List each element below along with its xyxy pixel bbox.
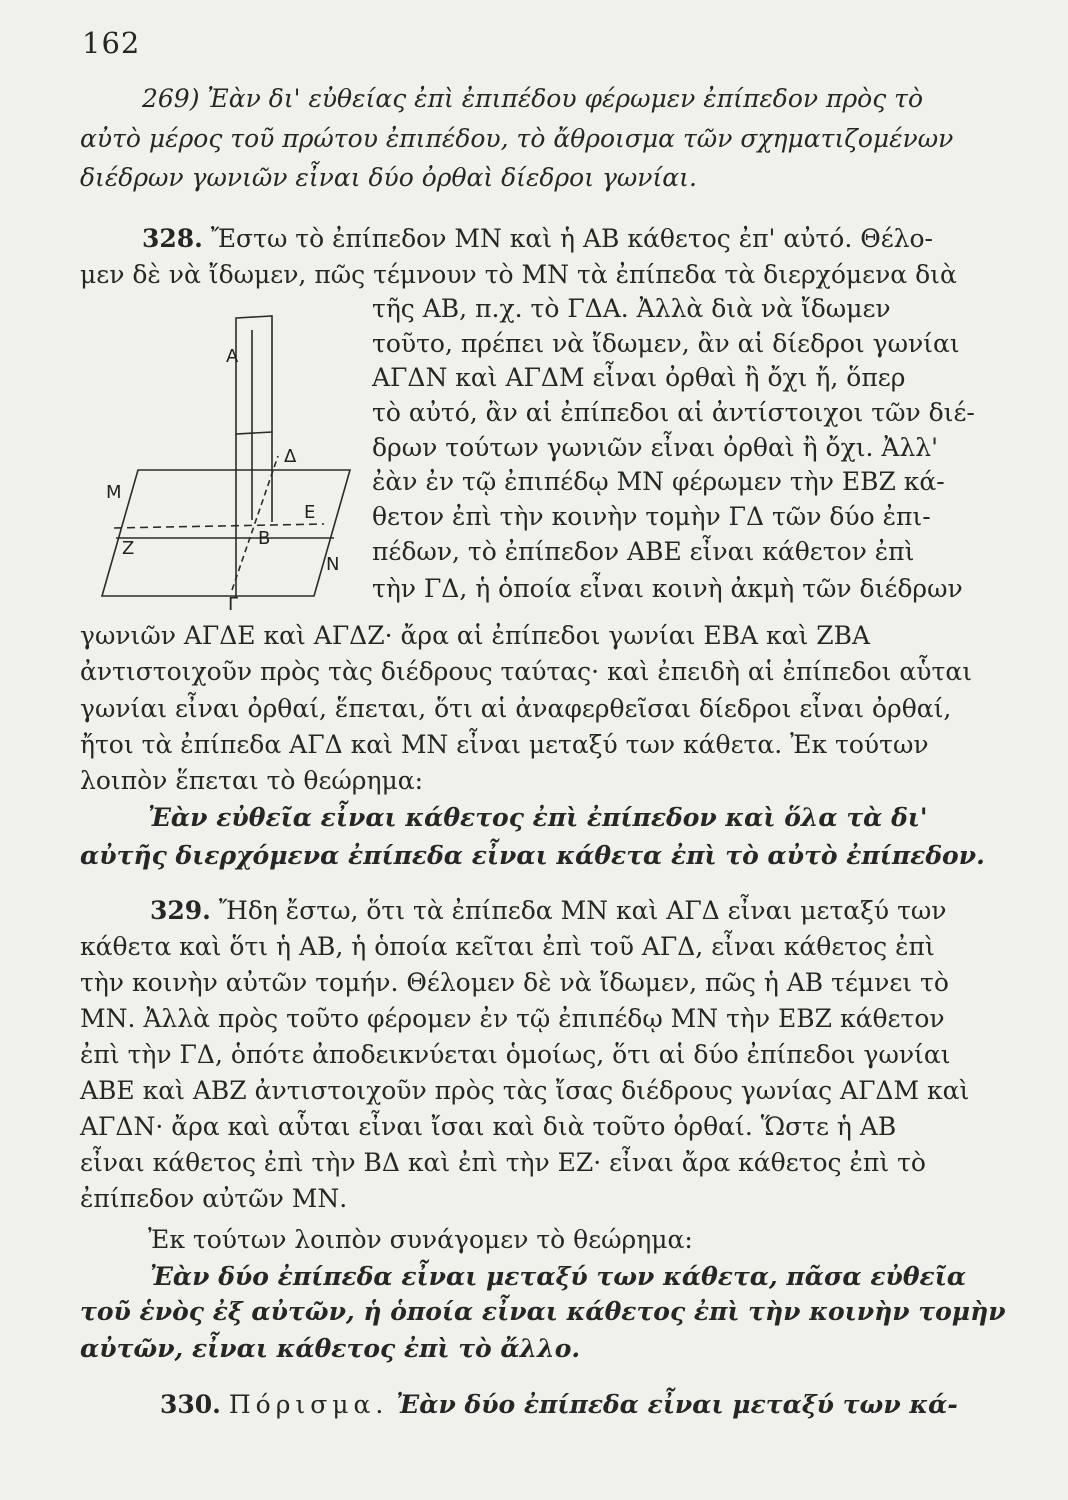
section-328-line-16: λοιπὸν ἕπεται τὸ θεώρημα: <box>80 766 424 795</box>
line-zbe <box>114 524 324 528</box>
section-328-first-line <box>142 224 933 254</box>
geometry-figure <box>92 306 362 616</box>
section-328-line-10: πέδων, τὸ ἐπίπεδον ΑΒΕ εἶναι κάθετον ἐπὶ <box>372 537 915 566</box>
plane-mn <box>102 470 350 596</box>
section-328-line-3: τῆς ΑΒ, π.χ. τὸ ΓΔΑ. Ἀλλὰ διὰ νὰ ἴδωμεν <box>372 294 891 323</box>
section-328-line-4: τοῦτο, πρέπει νὰ ἴδωμεν, ἂν αἱ δίεδροι γωνίαι <box>372 329 960 358</box>
section-329-line-4: ΜΝ. Ἀλλὰ πρὸς τοῦτο φέρομεν ἐν τῷ ἐπιπέδῳ ΜΝ τὴν ΕΒΖ κάθετον <box>80 1004 945 1033</box>
section-328-line-15: ἤτοι τὰ ἐπίπεδα ΑΓΔ καὶ ΜΝ εἶναι μεταξύ των κάθετα. Ἐκ τούτων <box>80 730 929 759</box>
label-d: Δ <box>284 446 297 467</box>
label-m: Μ <box>106 482 122 503</box>
figure-svg <box>92 306 362 616</box>
section-328-line-7: δρων τούτων γωνιῶν εἶναι ὀρθαὶ ἢ ὄχι. Ἀλλ' <box>372 433 939 462</box>
section-330-text: Ἐὰν δύο ἐπίπεδα εἶναι μεταξύ των κά- <box>396 1390 958 1419</box>
page-number: 162 <box>82 26 141 60</box>
section-328-theorem-line-1: Ἐὰν εὐθεῖα εἶναι κάθετος ἐπὶ ἐπίπεδον καὶ ὅλα τὰ δι' <box>148 803 928 832</box>
section-329-line-7: ΑΓΔΝ· ἄρα καὶ αὗται εἶναι ἴσαι καὶ διὰ τοῦτο ὀρθαί. Ὥστε ἡ ΑΒ <box>80 1112 897 1141</box>
label-b: Β <box>258 528 271 549</box>
exercise-line-3: διέδρων γωνιῶν εἶναι δύο ὀρθαὶ δίεδροι γωνίαι. <box>80 163 697 192</box>
section-330-line <box>160 1390 958 1420</box>
section-328-line-11: τὴν ΓΔ, ἡ ὁποία εἶναι κοινὴ ἀκμὴ τῶν διέδρων <box>372 574 963 603</box>
section-329-line-5: ἐπὶ τὴν ΓΔ, ὁπότε ἀποδεικνύεται ὁμοίως, ὅτι αἱ δύο ἐπίπεδοι γωνίαι <box>80 1040 951 1069</box>
label-e: Ε <box>304 502 316 523</box>
section-329-line-1: Ἤδη ἔστω, ὅτι τὰ ἐπίπεδα ΜΝ καὶ ΑΓΔ εἶναι μεταξύ των <box>210 896 947 925</box>
section-328-line-13: ἀντιστοιχοῦν πρὸς τὰς διέδρους ταύτας· καὶ ἐπειδὴ αἱ ἐπίπεδοι αὗται <box>80 657 973 686</box>
section-329-line-2: κάθετα καὶ ὅτι ἡ ΑΒ, ἡ ὁποία κεῖται ἐπὶ τοῦ ΑΓΔ, εἶναι κάθετος ἐπὶ <box>80 932 935 961</box>
section-329-theorem-line-3: αὐτῶν, εἶναι κάθετος ἐπὶ τὸ ἄλλο. <box>80 1334 581 1363</box>
label-z: Ζ <box>122 538 135 559</box>
section-329-line-3: τὴν κοινὴν αὐτῶν τομήν. Θέλομεν δὲ νὰ ἴδωμεν, πῶς ἡ ΑΒ τέμνει τὸ <box>80 968 949 997</box>
section-328-line-6: τὸ αὐτό, ἂν αἱ ἐπίπεδοι αἱ ἀντίστοιχοι τῶν διέ- <box>372 398 975 427</box>
label-g: Γ <box>228 594 239 615</box>
exercise-line-2: αὐτὸ μέρος τοῦ πρώτου ἐπιπέδου, τὸ ἄθροισμα τῶν σχηματιζομένων <box>80 124 954 153</box>
section-328-line-5: ΑΓΔΝ καὶ ΑΓΔΜ εἶναι ὀρθαὶ ἢ ὄχι ἤ, ὅπερ <box>372 363 906 392</box>
section-329-first-line <box>150 896 947 926</box>
section-329-theorem-line-2: τοῦ ἑνὸς ἐξ αὐτῶν, ἡ ὁποία εἶναι κάθετος ἐπὶ τὴν κοινὴν τομὴν <box>80 1297 1006 1326</box>
section-328-line-2: μεν δὲ νὰ ἴδωμεν, πῶς τέμνουν τὸ ΜΝ τὰ ἐπίπεδα τὰ διερχόμενα διὰ <box>80 260 957 289</box>
section-329-line-6: ΑΒΕ καὶ ΑΒΖ ἀντιστοιχοῦν πρὸς τὰς ἴσας διέδρους γωνίας ΑΓΔΜ καὶ <box>80 1076 970 1105</box>
exercise-line-1: 269) Ἐὰν δι' εὐθείας ἐπὶ ἐπιπέδου φέρωμεν ἐπίπεδον πρὸς τὸ <box>142 84 924 113</box>
section-328-line-9: θετον ἐπὶ τὴν κοινὴν τομὴν ΓΔ τῶν δύο ἐπι- <box>372 502 931 531</box>
section-328-line-8: ἐὰν ἐν τῷ ἐπιπέδῳ ΜΝ φέρωμεν τὴν ΕΒΖ κά- <box>372 467 945 496</box>
label-a: Α <box>226 346 239 367</box>
section-329-number: 329. <box>150 896 211 925</box>
section-329-line-9: ἐπίπεδον αὐτῶν ΜΝ. <box>80 1184 348 1213</box>
section-328-number: 328. <box>142 224 203 253</box>
line-gd <box>232 456 278 590</box>
section-328-line-1: Ἔστω τὸ ἐπίπεδον ΜΝ καὶ ἡ ΑΒ κάθετος ἐπ' αὐτό. Θέλο- <box>202 224 934 253</box>
section-329-line-10: Ἐκ τούτων λοιπὸν συνάγομεν τὸ θεώρημα: <box>148 1225 693 1254</box>
section-329-line-8: εἶναι κάθετος ἐπὶ τὴν ΒΔ καὶ ἐπὶ τὴν ΕΖ· εἶναι ἄρα κάθετος ἐπὶ τὸ <box>80 1148 926 1177</box>
label-n: Ν <box>326 554 340 575</box>
section-328-theorem-line-2: αὐτῆς διερχόμενα ἐπίπεδα εἶναι κάθετα ἐπὶ τὸ αὐτὸ ἐπίπεδον. <box>80 841 985 870</box>
section-330-heading: Πόρισμα. <box>228 1390 389 1419</box>
section-330-number: 330. <box>160 1390 221 1419</box>
section-328-line-14: γωνίαι εἶναι ὀρθαί, ἕπεται, ὅτι αἱ ἀναφερθεῖσαι δίεδροι εἶναι ὀρθαί, <box>80 694 952 723</box>
section-329-theorem-line-1: Ἐὰν δύο ἐπίπεδα εἶναι μεταξύ των κάθετα, πᾶσα εὐθεῖα <box>150 1262 967 1291</box>
plane-agd <box>236 316 272 434</box>
section-328-line-12: γωνιῶν ΑΓΔΕ καὶ ΑΓΔΖ· ἄρα αἱ ἐπίπεδοι γωνίαι ΕΒΑ καὶ ΖΒΑ <box>80 621 871 650</box>
